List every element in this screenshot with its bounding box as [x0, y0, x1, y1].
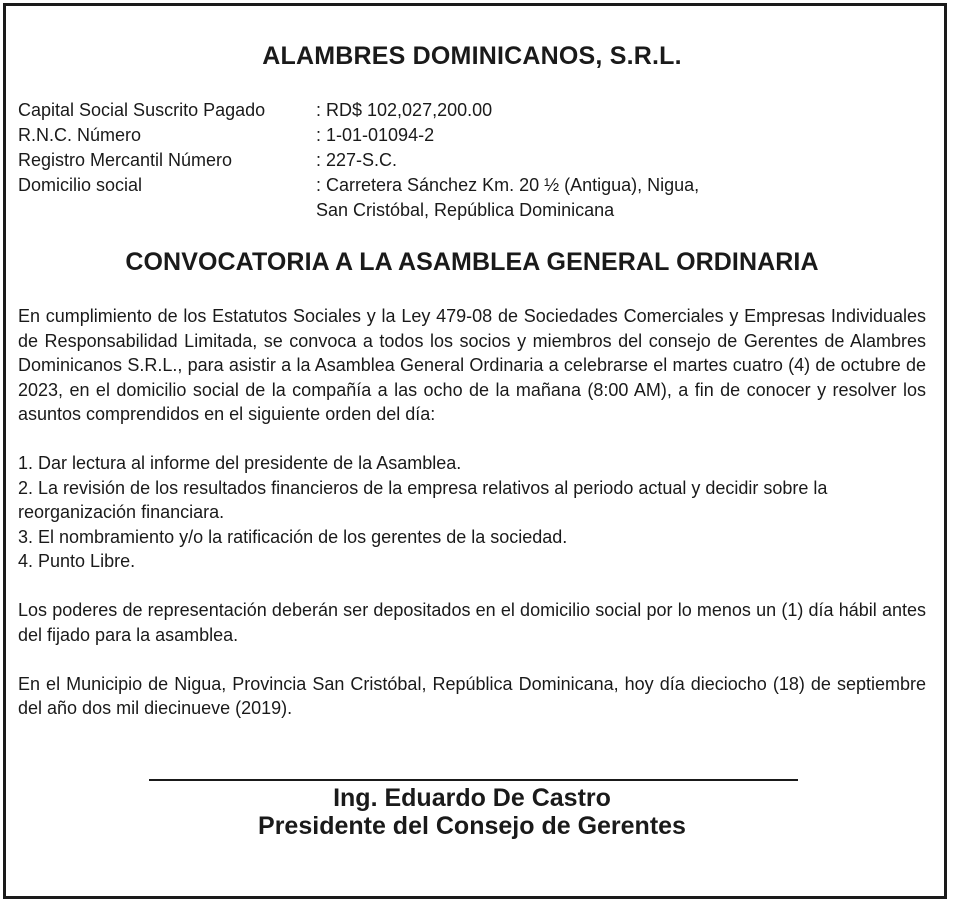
- company-name: ALAMBRES DOMINICANOS, S.R.L.: [262, 42, 682, 70]
- info-label: Capital Social Suscrito Pagado: [18, 100, 266, 120]
- powers-paragraph: Los poderes de representación deberán ser depositados en el domicilio social por lo menos un (1) día hábil antes del fijado para la asamblea.: [18, 600, 926, 645]
- intro-paragraph: En cumplimiento de los Estatutos Sociales y la Ley 479-08 de Sociedades Comerciales y Empresas Individuales de Responsabilidad Limitada, se convoca a todos los socios y miembros del consejo de Gerentes de Alambres Dominicanos S.R.L., para asistir a la Asamblea General Ordinaria a celebrarse el martes cuatro (4) de octubre de 2023, en el domicilio social de la compañía a las ocho de la mañana (8:00 AM), a fin de conocer y resolver los asuntos comprendidos en el siguiente orden del día:: [18, 306, 926, 424]
- info-row-registro: [18, 148, 926, 173]
- info-value: : 1-01-01094-2: [316, 125, 435, 145]
- agenda-item: 4. Punto Libre.: [18, 551, 136, 571]
- signatory-name: Ing. Eduardo De Castro: [333, 784, 611, 812]
- info-label: Registro Mercantil Número: [18, 150, 233, 170]
- company-info-table: [18, 98, 926, 223]
- place-date-paragraph: En el Municipio de Nigua, Provincia San Cristóbal, República Dominicana, hoy día dieciocho (18) de septiembre del año dos mil diecinueve (2019).: [18, 673, 926, 718]
- paragraph-gap: [18, 427, 926, 452]
- info-value-line: San Cristóbal, República Dominicana: [316, 200, 615, 220]
- signature-line: [149, 779, 798, 781]
- info-row-rnc: [18, 123, 926, 148]
- agenda-item: 2. La revisión de los resultados financieros de la empresa relativos al periodo actual y decidir sobre la reorganización financiara.: [18, 477, 828, 522]
- agenda-list: [18, 451, 926, 574]
- signatory-role: Presidente del Consejo de Gerentes: [258, 812, 686, 840]
- info-value: : RD$ 102,027,200.00: [316, 100, 493, 120]
- info-label: Domicilio social: [18, 175, 143, 195]
- notice-body: [18, 304, 926, 721]
- info-row-capital: [18, 98, 926, 123]
- paragraph-gap: [18, 647, 926, 672]
- paragraph-gap: [18, 574, 926, 599]
- agenda-item: 3. El nombramiento y/o la ratificación de los gerentes de la sociedad.: [18, 526, 568, 547]
- notice-title: CONVOCATORIA A LA ASAMBLEA GENERAL ORDINARIA: [125, 248, 819, 276]
- info-label: R.N.C. Número: [18, 125, 142, 145]
- info-value: : 227-S.C.: [316, 150, 398, 170]
- info-row-domicilio: [18, 173, 926, 223]
- info-value-line: : Carretera Sánchez Km. 20 ½ (Antigua), Nigua,: [316, 175, 700, 195]
- agenda-item: 1. Dar lectura al informe del presidente de la Asamblea.: [18, 453, 462, 473]
- info-value: [316, 173, 926, 223]
